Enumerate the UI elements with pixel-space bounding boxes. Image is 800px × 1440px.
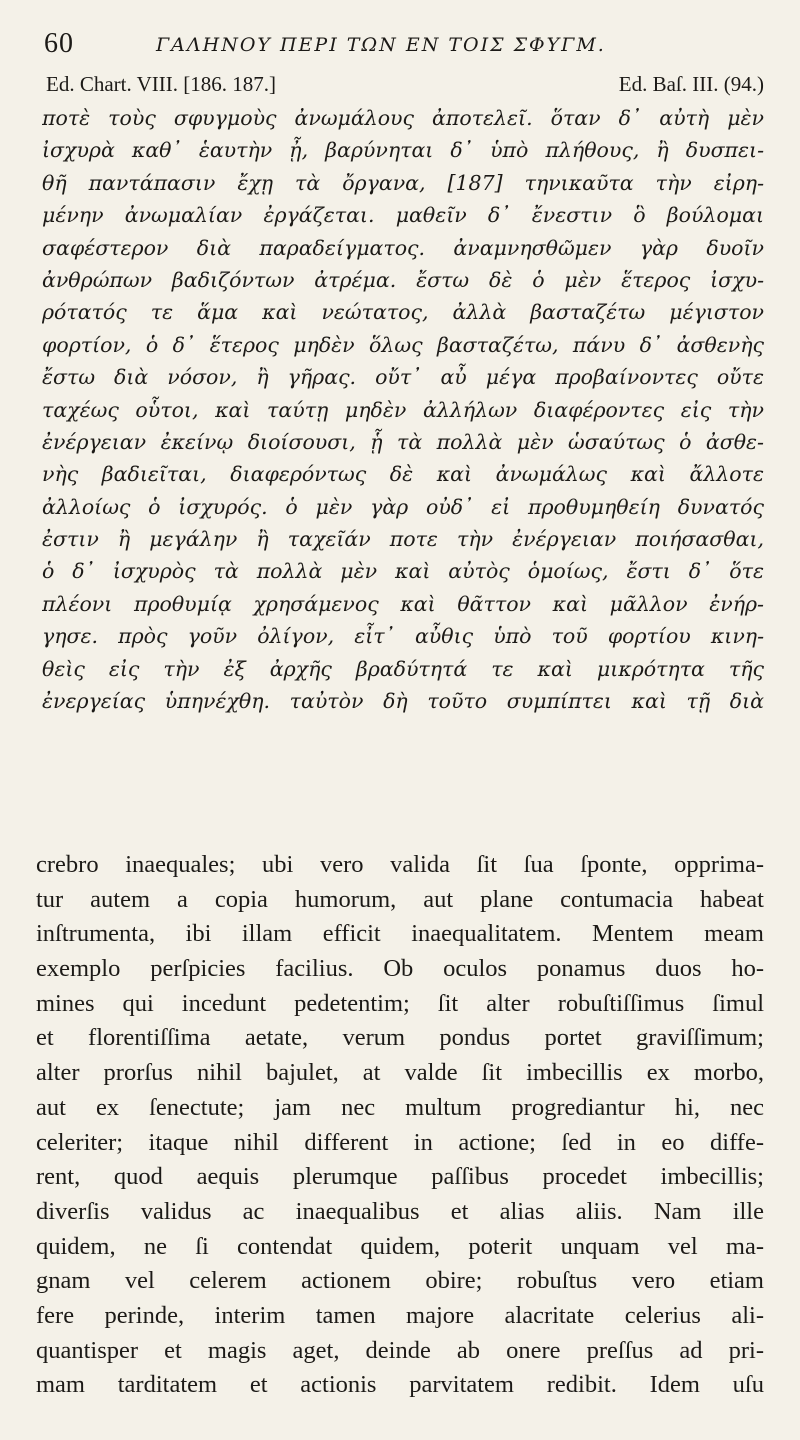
edition-reference-chartier: Ed. Chart. VIII. [186. 187.] [46, 72, 276, 96]
latin-text-line: mines qui incedunt pedetentim; ſit alter robuſtiſſimus ſimul [36, 989, 764, 1017]
latin-text-line: et florentiſſima aetate, verum pondus portet graviſſimum; [36, 1024, 764, 1052]
greek-text-line: ταχέως οὗτοι, καὶ ταύτῃ μηδὲν ἀλλήλων διαφέροντες εἰς τὴν [42, 397, 764, 422]
greek-text-line: νὴς βαδιεῖται, διαφερόντως δὲ καὶ ἀνωμάλως καὶ ἄλλοτε [42, 462, 764, 487]
greek-text-line: θῆ παντάπασιν ἔχῃ τὰ ὄργανα, [187] τηνικαῦτα τὴν εἰρη- [42, 170, 764, 195]
greek-text-line: ἐνέργειαν ἐκείνῳ διοίσουσι, ᾗ τὰ πολλὰ μὲν ὡσαύτως ὁ ἀσθε- [42, 429, 764, 454]
greek-text-block [42, 102, 764, 717]
running-head [44, 28, 764, 64]
greek-text-line: ἀνθρώπων βαδιζόντων ἀτρέμα. ἔστω δὲ ὁ μὲν ἕτερος ἰσχυ- [42, 267, 764, 292]
latin-text-line: aut ex ſenectute; jam nec multum progrediantur hi, nec [36, 1093, 764, 1121]
greek-text-line: ὁ δ᾽ ἰσχυρὸς τὰ πολλὰ μὲν καὶ αὐτὸς ὁμοίως, ἔστι δ᾽ ὅτε [42, 559, 764, 584]
latin-text-block [36, 848, 764, 1403]
latin-text-line: rent, quod aequis plerumque paſſibus procedet imbecillis; [36, 1163, 764, 1191]
greek-text-line: γησε. πρὸς γοῦν ὀλίγον, εἶτ᾽ αὖθις ὑπὸ τοῦ φορτίου κινη- [42, 624, 764, 649]
latin-text-line: quidem, ne ſi contendat quidem, poterit unquam vel ma- [36, 1232, 764, 1260]
greek-text-line: ρότατός τε ἅμα καὶ νεώτατος, ἀλλὰ βασταζέτω μέγιστον [42, 300, 764, 325]
latin-text-line: diverſis validus ac inaequalibus et alias aliis. Nam ille [36, 1197, 764, 1225]
latin-text-line: crebro inaequales; ubi vero valida ſit ſua ſponte, opprima- [36, 851, 764, 878]
greek-text-line: φορτίον, ὁ δ᾽ ἕτερος μηδὲν ὅλως βασταζέτω, πάνυ δ᾽ ἀσθενὴς [42, 332, 764, 357]
latin-text-line: fere perinde, interim tamen majore alacritate celerius ali- [36, 1301, 764, 1329]
latin-text-line: gnam vel celerem actionem obire; robuſtus vero etiam [36, 1267, 764, 1295]
latin-text-line: tur autem a copia humorum, aut plane contumacia habeat [36, 885, 764, 913]
greek-text-line: ἐνεργείας ὑπηνέχθη. ταὐτὸν δὴ τοῦτο συμπίπτει καὶ τῇ διὰ [42, 689, 764, 714]
latin-text-line: quantisper et magis aget, deinde ab onere preſſus ad pri- [36, 1336, 764, 1364]
page-number: 60 [44, 28, 74, 59]
greek-text-line: ἐστιν ἢ μεγάλην ἢ ταχεῖάν ποτε τὴν ἐνέργειαν ποιήσασθαι, [42, 527, 764, 552]
greek-text-line: ἀλλοίως ὁ ἰσχυρός. ὁ μὲν γὰρ οὐδ᾽ εἰ προθυμηθείη δυνατός [42, 494, 764, 519]
running-title: ΓΑΛΗΝΟΥ ΠΕΡΙ ΤΩΝ ΕΝ ΤΟΙΣ ΣΦΥΓΜ. [156, 34, 606, 56]
latin-text-line: alter prorſus nihil bajulet, at valde ſit imbecillis ex morbo, [36, 1059, 764, 1087]
greek-text-line: σαφέστερον διὰ παραδείγματος. ἀναμνησθῶμεν γὰρ δυοῖν [42, 235, 764, 260]
latin-text-line: inſtrumenta, ibi illam efficit inaequalitatem. Mentem meam [36, 920, 764, 948]
greek-text-line: ἰσχυρὰ καθ᾽ ἑαυτὴν ᾖ, βαρύνηται δ᾽ ὑπὸ πλήθους, ἢ δυσπει- [42, 138, 764, 163]
latin-text-line: celeriter; itaque nihil different in actione; ſed in eo diffe- [36, 1128, 764, 1156]
greek-text-line: μένην ἀνωμαλίαν ἐργάζεται. μαθεῖν δ᾽ ἔνεστιν ὃ βούλομαι [42, 203, 764, 228]
latin-text-line: mam tarditatem et actionis parvitatem redibit. Idem uſu [36, 1371, 764, 1399]
greek-text-line: ἔστω διὰ νόσον, ἢ γῆρας. οὔτ᾽ αὖ μέγα προβαίνοντες οὔτε [42, 365, 764, 390]
greek-text-line: πλέονι προθυμίᾳ χρησάμενος καὶ θᾶττον καὶ μᾶλλον ἐνήρ- [42, 591, 764, 616]
greek-text-line: θεὶς εἰς τὴν ἐξ ἀρχῆς βραδύτητά τε καὶ μικρότητα τῆς [42, 656, 764, 681]
edition-reference-basel: Ed. Baſ. III. (94.) [618, 72, 764, 96]
edition-reference-line [46, 72, 764, 98]
latin-text-line: exemplo perſpicies facilius. Ob oculos ponamus duos ho- [36, 955, 764, 983]
greek-text-line: ποτὲ τοὺς σφυγμοὺς ἀνωμάλους ἀποτελεῖ. ὅταν δ᾽ αὐτὴ μὲν [42, 106, 764, 130]
